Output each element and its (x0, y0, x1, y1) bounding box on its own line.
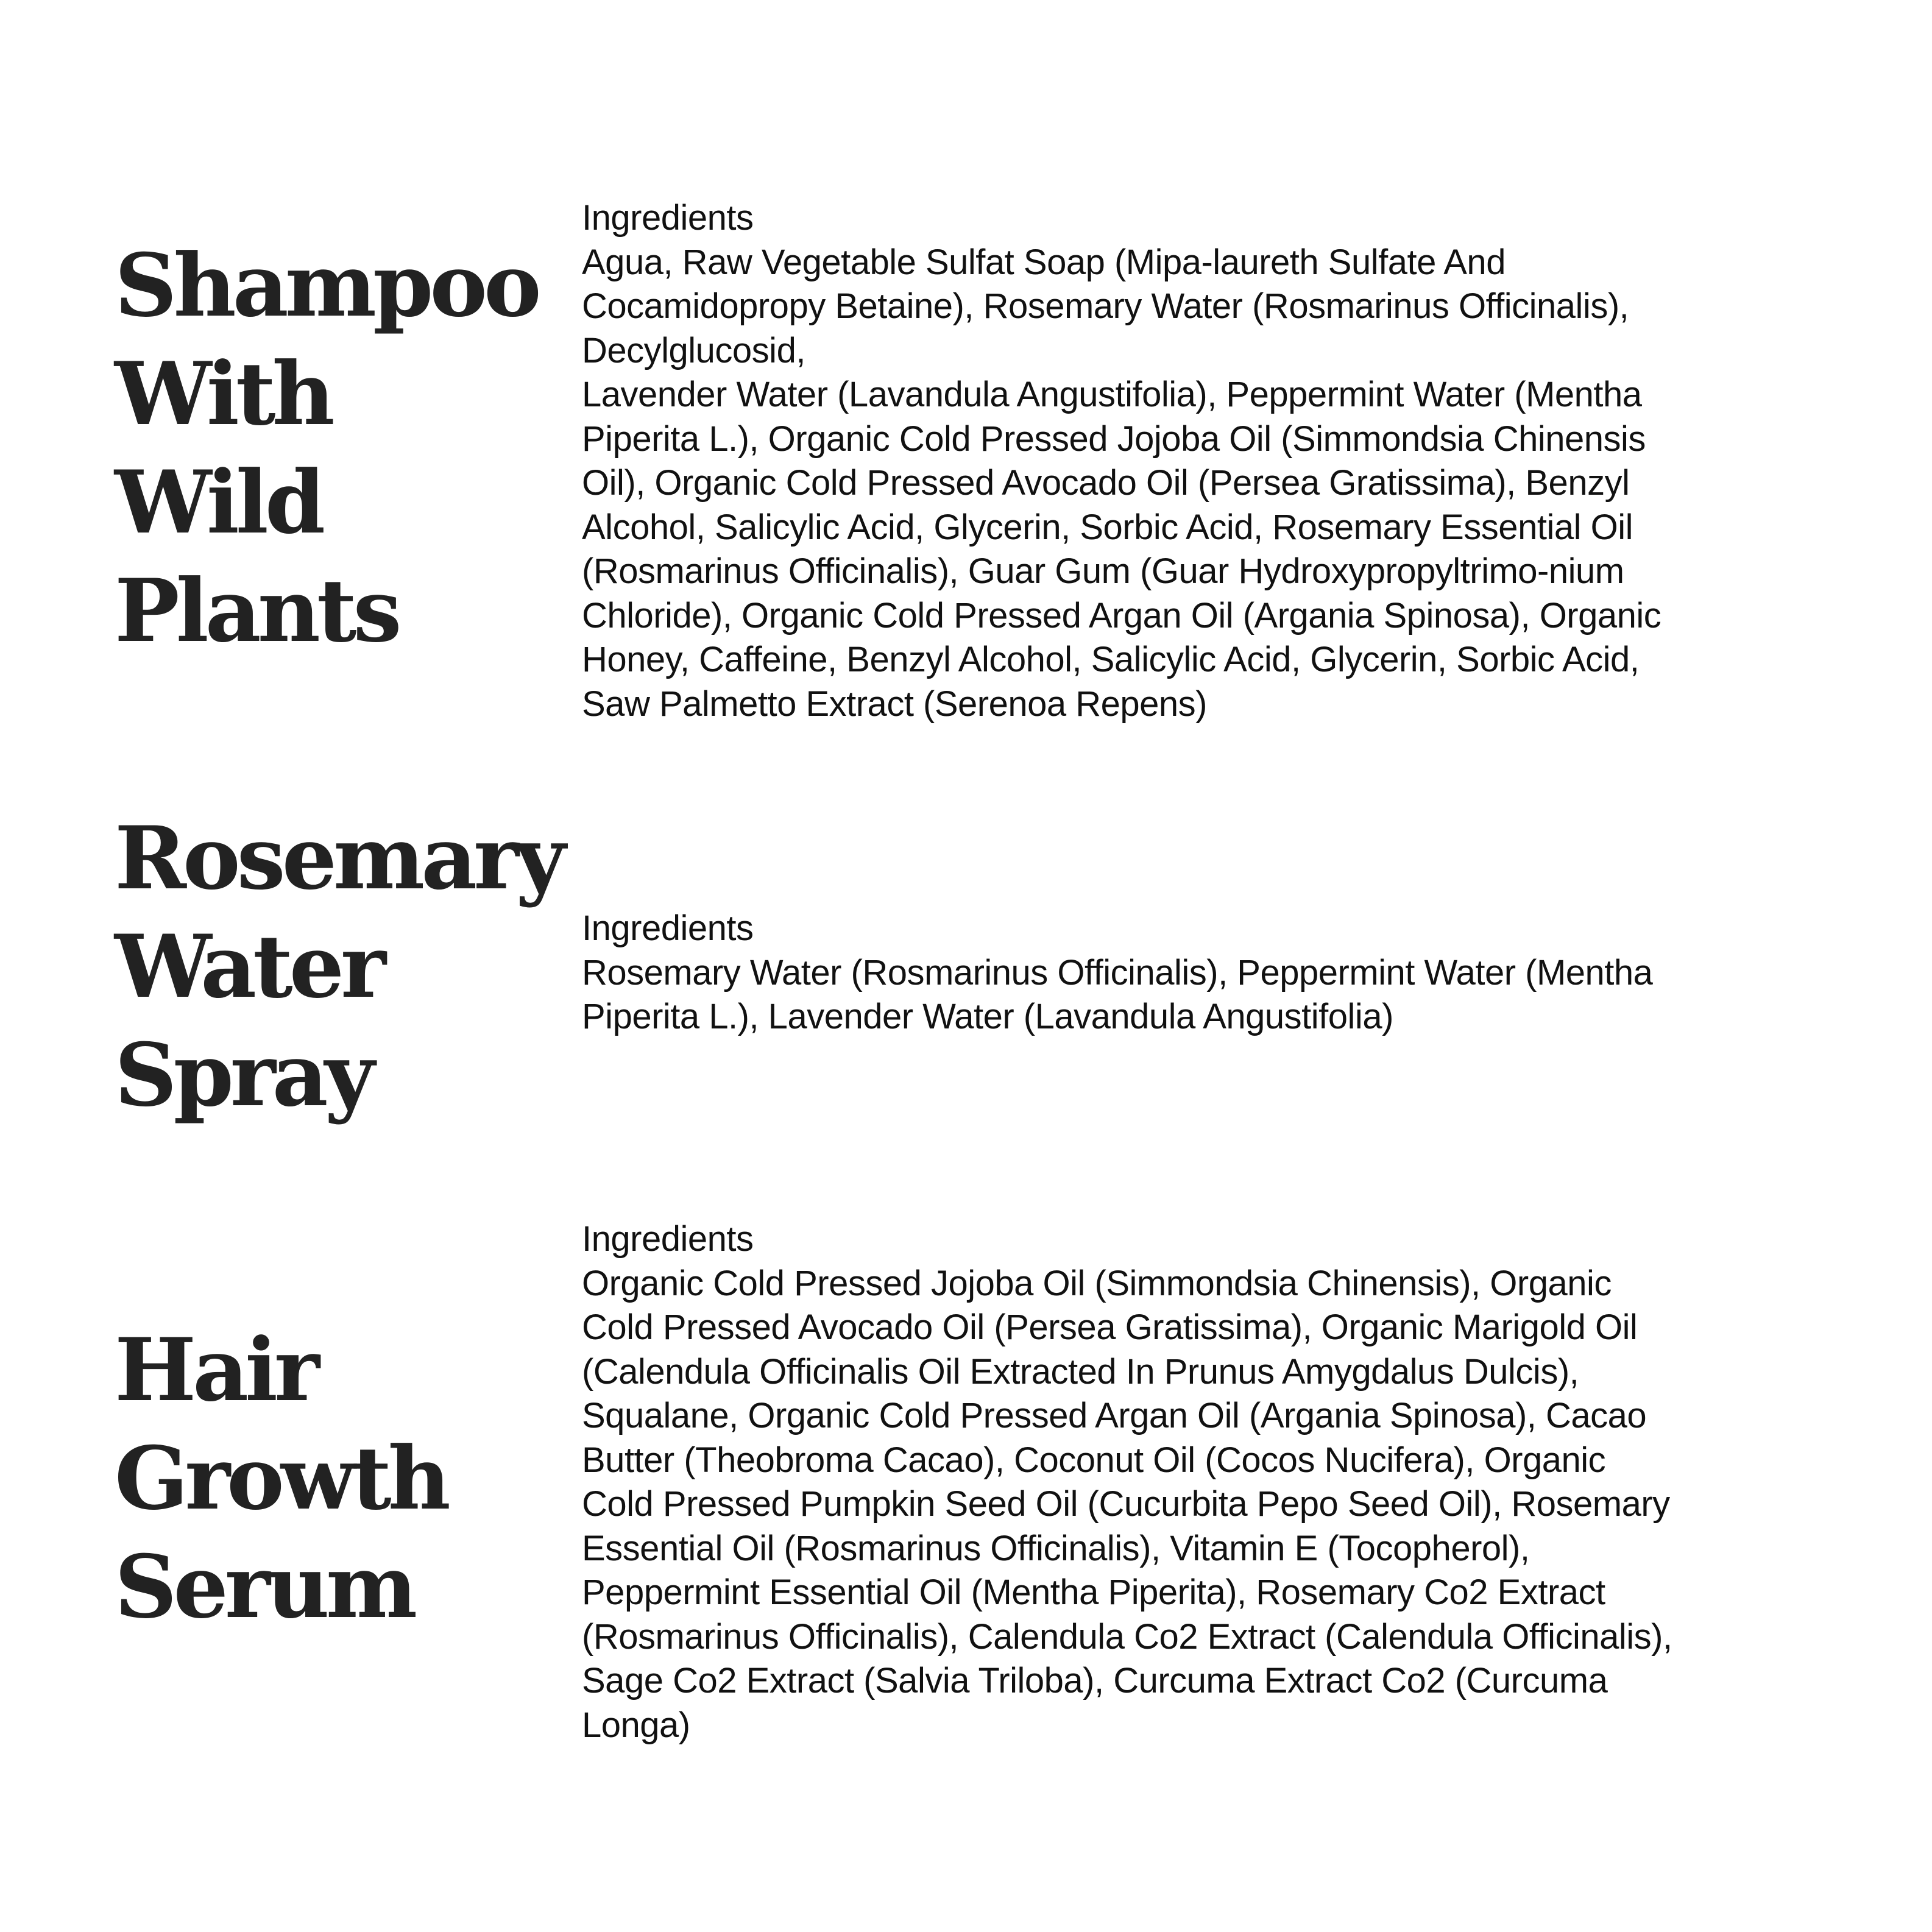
title-line: Spray (115, 1025, 372, 1126)
ingredients-label: Ingredients (582, 198, 754, 238)
ingredients-block-rosemary-spray (582, 907, 1861, 1039)
ingredients-line: (Calendula Officinalis Oil Extracted In Prunus Amygdalus Dulcis), (582, 1351, 1579, 1392)
ingredients-line: Chloride), Organic Cold Pressed Argan Oil (Argania Spinosa), Organic (582, 595, 1661, 635)
ingredients-line: Agua, Raw Vegetable Sulfat Soap (Mipa-laureth Sulfate And (582, 242, 1506, 282)
ingredients-line: Cold Pressed Avocado Oil (Persea Gratissima), Organic Marigold Oil (582, 1307, 1638, 1347)
ingredients-line: Peppermint Essential Oil (Mentha Piperita), Rosemary Co2 Extract (582, 1573, 1605, 1612)
ingredients-line: Organic Cold Pressed Jojoba Oil (Simmondsia Chinensis), Organic (582, 1263, 1612, 1303)
ingredients-line: Longa) (582, 1705, 690, 1745)
ingredients-line: (Rosmarinus Officinalis), Calendula Co2 Extract (Calendula Officinalis), (582, 1616, 1672, 1657)
ingredients-line: Lavender Water (Lavandula Angustifolia), Peppermint Water (Mentha (582, 375, 1642, 414)
product-title-hair-serum (115, 1316, 447, 1641)
title-line: Wild (115, 452, 322, 553)
title-line: Growth (115, 1428, 447, 1529)
title-line: Serum (115, 1537, 414, 1638)
product-title-shampoo (115, 232, 538, 665)
ingredients-line: Oil), Organic Cold Pressed Avocado Oil (Persea Gratissima), Benzyl (582, 463, 1630, 503)
ingredients-line: Squalane, Organic Cold Pressed Argan Oil (Argania Spinosa), Cacao (582, 1396, 1647, 1435)
ingredients-line: Rosemary Water (Rosmarinus Officinalis), Peppermint Water (Mentha (582, 952, 1653, 993)
title-line: With (115, 344, 331, 445)
ingredients-line: Sage Co2 Extract (Salvia Triloba), Curcuma Extract Co2 (Curcuma (582, 1661, 1608, 1700)
ingredients-line: Piperita L.), Organic Cold Pressed Jojoba Oil (Simmondsia Chinensis (582, 419, 1646, 459)
ingredients-label: Ingredients (582, 1219, 754, 1259)
ingredients-line: Piperita L.), Lavender Water (Lavandula Angustifolia) (582, 997, 1393, 1036)
ingredients-block-hair-serum (582, 1217, 1861, 1747)
ingredients-line: Cocamidopropy Betaine), Rosemary Water (Rosmarinus Officinalis), (582, 286, 1629, 326)
ingredients-block-shampoo (582, 196, 1861, 726)
title-line: Hair (115, 1320, 316, 1421)
ingredients-line: Alcohol, Salicylic Acid, Glycerin, Sorbic Acid, Rosemary Essential Oil (582, 507, 1633, 547)
ingredients-line: Saw Palmetto Extract (Serenoa Repens) (582, 684, 1207, 724)
ingredients-line: Honey, Caffeine, Benzyl Alcohol, Salicylic Acid, Glycerin, Sorbic Acid, (582, 640, 1640, 679)
ingredients-line: Cold Pressed Pumpkin Seed Oil (Cucurbita Pepo Seed Oil), Rosemary (582, 1484, 1670, 1524)
ingredients-label: Ingredients (582, 908, 754, 948)
title-line: Rosemary (115, 808, 562, 909)
title-line: Shampoo (115, 235, 538, 336)
ingredients-line: Butter (Theobroma Cacao), Coconut Oil (Cocos Nucifera), Organic (582, 1440, 1606, 1480)
ingredients-line: Essential Oil (Rosmarinus Officinalis), Vitamin E (Tocopherol), (582, 1528, 1530, 1568)
title-line: Water (115, 916, 383, 1017)
ingredients-line: (Rosmarinus Officinalis), Guar Gum (Guar Hydroxypropyltrimo-nium (582, 551, 1624, 591)
ingredients-line: Decylglucosid, (582, 330, 805, 370)
product-title-rosemary-spray (115, 804, 562, 1130)
title-line: Plants (115, 561, 398, 662)
